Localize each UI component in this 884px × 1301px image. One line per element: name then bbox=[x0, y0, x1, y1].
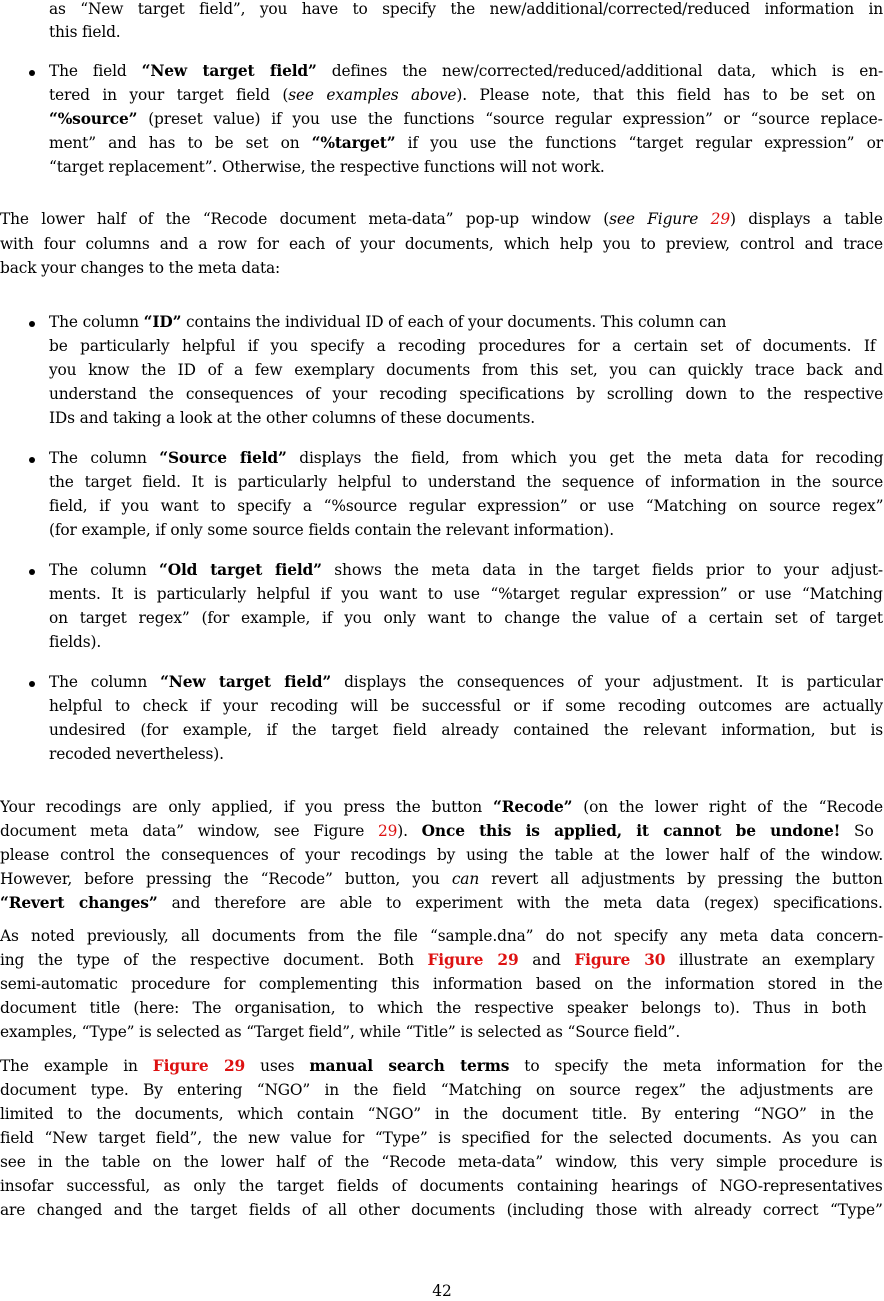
text-line: recoded nevertheless). bbox=[49, 745, 224, 763]
text-line: field “New target field”, the new value for “Type” is specified for the selected documents. As you can bbox=[0, 1129, 878, 1147]
text-line: ments. It is particularly helpful if you want to use “%target regular expression” or use “Matching bbox=[49, 585, 883, 603]
text-line: field, if you want to specify a “%source regular expression” or use “Matching on source regex” bbox=[49, 497, 884, 515]
figure-link[interactable]: Figure 29 bbox=[152, 1057, 246, 1075]
text-line: The column “Old target field” shows the meta data in the target fields prior to your adjust- bbox=[49, 561, 883, 579]
text-line: “Revert changes” and therefore are able to experiment with the meta data (regex) specifications. bbox=[0, 894, 883, 912]
text-line: document meta data” window, see Figure 29). Once this is applied, it cannot be undone! So bbox=[0, 822, 874, 840]
page-number: 42 bbox=[432, 1282, 452, 1300]
text-line: with four columns and a row for each of your documents, which help you to preview, control and trace bbox=[0, 235, 883, 253]
text-line: The column “Source field” displays the field, from which you get the meta data for recoding bbox=[49, 449, 884, 467]
text-line: ment” and has to be set on “%target” if you use the functions “target regular expression” or bbox=[49, 134, 883, 152]
text-line: However, before pressing the “Recode” button, you can revert all adjustments by pressing the button bbox=[0, 870, 883, 888]
text-line: back your changes to the meta data: bbox=[0, 259, 281, 277]
text-line: The column “ID” contains the individual ID of each of your documents. This column can bbox=[49, 313, 727, 331]
text-line: IDs and taking a look at the other columns of these documents. bbox=[49, 409, 536, 427]
text-line: you know the ID of a few exemplary documents from this set, you can quickly trace back and bbox=[49, 361, 883, 379]
text-line: are changed and the target fields of all other documents (including those with already correct “Type” bbox=[0, 1201, 883, 1219]
text-line: the target field. It is particularly helpful to understand the sequence of information in the source bbox=[49, 473, 884, 491]
text-line: please control the consequences of your recodings by using the table at the lower half of the window. bbox=[0, 846, 884, 864]
text-line: ing the type of the respective document. Both Figure 29 and Figure 30 illustrate an exemplary bbox=[0, 951, 875, 969]
text-line: “%source” (preset value) if you use the functions “source regular expression” or “source replace- bbox=[49, 110, 883, 128]
text-line: see in the table on the lower half of the “Recode meta-data” window, this very simple procedure is bbox=[0, 1153, 883, 1171]
text-line: limited to the documents, which contain “NGO” in the document title. By entering “NGO” in the bbox=[0, 1105, 874, 1123]
text-line: Your recodings are only applied, if you press the button “Recode” (on the lower right of the “Recode bbox=[0, 798, 883, 816]
bullet-icon bbox=[29, 321, 35, 327]
text-line: The field “New target field” defines the new/corrected/reduced/additional data, which is en- bbox=[49, 62, 884, 80]
text-line: helpful to check if your recoding will be successful or if some recoding outcomes are actually bbox=[49, 697, 883, 715]
figure-link[interactable]: Figure 30 bbox=[574, 951, 666, 969]
text-line: insofar successful, as only the target fields of documents containing hearings of NGO-representatives bbox=[0, 1177, 883, 1195]
text-line: undesired (for example, if the target field already contained the relevant information, but is bbox=[49, 721, 884, 739]
figure-link[interactable]: Figure 29 bbox=[427, 951, 519, 969]
text-line: fields). bbox=[49, 633, 102, 651]
text-line: this field. bbox=[49, 23, 121, 41]
text-line: semi-automatic procedure for complementing this information based on the information stored in the bbox=[0, 975, 883, 993]
bullet-icon bbox=[29, 569, 35, 575]
text-line: The column “New target field” displays the consequences of your adjustment. It is particular bbox=[49, 673, 883, 691]
figure-link[interactable]: 29 bbox=[377, 822, 398, 840]
text-line: (for example, if only some source fields contain the relevant information). bbox=[49, 521, 614, 539]
bullet-icon bbox=[29, 681, 35, 687]
text-line: The example in Figure 29 uses manual search terms to specify the meta information for the bbox=[0, 1057, 883, 1075]
bullet-icon bbox=[29, 457, 35, 463]
text-line: document title (here: The organisation, to which the respective speaker belongs to). Thus in both bbox=[0, 999, 867, 1017]
figure-link[interactable]: 29 bbox=[710, 210, 730, 228]
text-line: tered in your target field (see examples above). Please note, that this field has to be set on bbox=[49, 86, 876, 104]
text-line: examples, “Type” is selected as “Target field”, while “Title” is selected as “Source field”. bbox=[0, 1023, 681, 1041]
text-line: understand the consequences of your recoding specifications by scrolling down to the respective bbox=[49, 385, 884, 403]
bullet-icon bbox=[29, 70, 35, 76]
text-line: document type. By entering “NGO” in the field “Matching on source regex” the adjustments are bbox=[0, 1081, 874, 1099]
text-line: be particularly helpful if you specify a recoding procedures for a certain set of documents. If bbox=[49, 337, 876, 355]
text-line: The lower half of the “Recode document meta-data” pop-up window (see Figure 29) displays a table bbox=[0, 210, 883, 228]
text-line: as “New target field”, you have to specify the new/additional/corrected/reduced information in bbox=[49, 0, 884, 18]
text-line: “target replacement”. Otherwise, the respective functions will not work. bbox=[49, 158, 605, 176]
text-line: on target regex” (for example, if you only want to change the value of a certain set of target bbox=[49, 609, 883, 627]
text-line: As noted previously, all documents from the file “sample.dna” do not specify any meta data concern- bbox=[0, 927, 884, 945]
